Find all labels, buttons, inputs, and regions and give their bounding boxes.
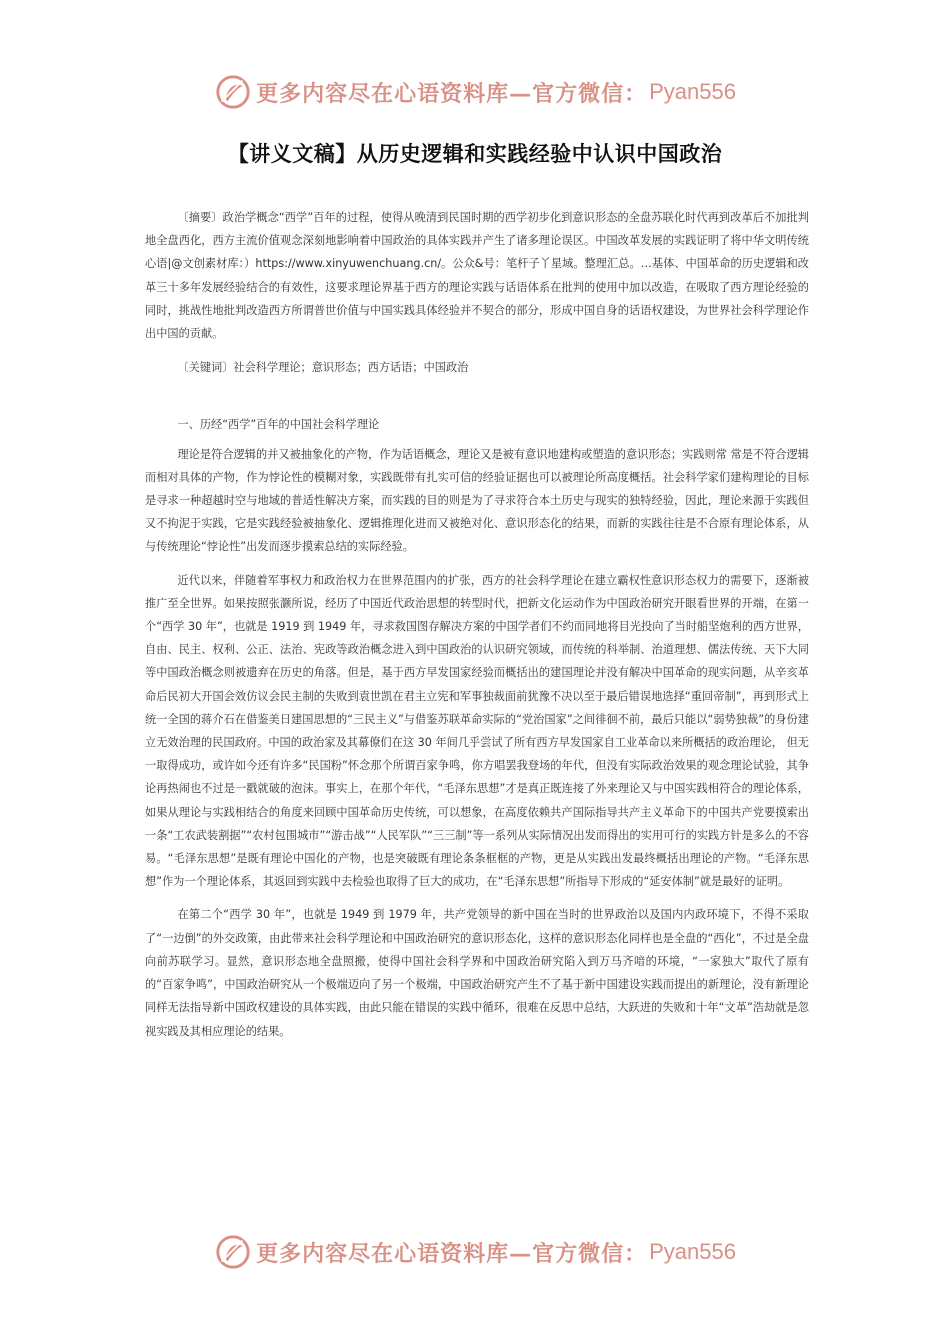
document-title: 【讲义文稿】从历史逻辑和实践经验中认识中国政治 — [227, 142, 723, 166]
abstract-paragraph: 〔摘要〕政治学概念“西学”百年的过程，使得从晚清到民国时期的西学初步化到意识形态的全盘苏联化时代再到改革后不加批判地全盘西化，西方主流价值观念深刻地影响着中国政治的具体实践并产生了诸多理论误区。中国改革发展的实践证明了将中华文明传统心语|@文创素材库：）https://www.xinyuwenchuang.cn/。公众&号：笔杆子丫星域。整理汇总。…基体、中国革命的历史逻辑和改革三十多年发展经验结合的有效性，这要求理论界基于西方的理论实践与话语体系在批判的使用中加以改造，在吸取了西方理论经验的同时，挑战性地批判改造西方所谓普世价值与中国实践具体经验并不契合的部分，形成中国自身的话语权建设，为世界社会科学理论作出中国的贡献。 — [145, 211, 809, 341]
banner-wechat-id: Pyan556 — [649, 1239, 736, 1264]
banner-text: 更多内容尽在心语资料库—官方微信： — [256, 1240, 648, 1267]
document-body — [145, 206, 809, 1053]
banner-wechat-id: Pyan556 — [649, 79, 736, 104]
body-paragraph: 理论是符合逻辑的并又被抽象化的产物，作为话语概念，理论又是被有意识地建构或塑造的意识形态；实践则常 常是不符合逻辑而相对具体的产物，作为悖论性的模糊对象，实践既带有扎实可信的经验证据也可以被理论所高度概括。社会科学家们建构理论的目标是寻求一种超越时空与地域的普适性解决方案，而实践的目的则是为了寻求符合本土历史与现实的独特经验，因此，理论来源于实践但又不拘泥于实践，它是实践经验被抽象化、逻辑推理化进而又被绝对化、意识形态化的结果，而新的实践往往是不合原有理论体系，从与传统理论“悖论性”出发而逐步摸索总结的实际经验。 — [145, 447, 809, 554]
body-paragraph: 在第二个“西学 30 年”，也就是 1949 到 1979 年，共产党领导的新中国在当时的世界政治以及国内内政环境下，不得不采取了“一边倒”的外交政策，由此带来社会科学理论和中国政治研究的意识形态化，这样的意识形态化同样也是全盘的“西化”，不过是全盘向前苏联学习。显然，意识形态地全盘照搬，使得中国社会科学界和中国政治研究陷入到万马齐喑的环境，“一家独大”取代了原有的“百家争鸣”，中国政治研究从一个极端迈向了另一个极端，中国政治研究产生不了基于新中国建设实践而提出的新理论，没有新理论同样无法指导新中国政权建设的具体实践，由此只能在错误的实践中循环，很难在反思中总结，大跃进的失败和十年“文革”浩劫就是忽视实践及其相应理论的结果。 — [145, 908, 809, 1038]
banner-text: 更多内容尽在心语资料库—官方微信： — [256, 80, 648, 107]
header-watermark-banner — [0, 72, 950, 112]
logo-icon — [214, 73, 252, 111]
body-paragraph: 近代以来，伴随着军事权力和政治权力在世界范围内的扩张，西方的社会科学理论在建立霸权性意识形态权力的需要下，逐渐被推广至全世界。如果按照张灏所说，经历了中国近代政治思想的转型时代，把新文化运动作为中国政治研究开眼看世界的开端，在第一个“西学 30 年”，也就是 1919 到 1949 年，寻求救国图存解决方案的中国学者们不约而同地将目光投向了当时船坚炮利的西方世界，自由、民主、权利、公正、法治、宪政等政治概念进入到中国政治的认识研究领域，而传统的科举制、治道理想、儒法传统、天下大同等中国政治概念则被遗弃在历史的角落。但是，基于西方早发国家经验而概括出的建国理论并没有解决中国革命的现实问题，从辛亥革命后民初大开国会效仿议会民主制的失败到袁世凯在君主立宪和军事独裁面前犹豫不决以至于最后错误地选择“重回帝制”，再到形式上统一全国的蒋介石在借鉴美日建国思想的“三民主义”与借鉴苏联革命实际的“党治国家”之间徘徊不前，最后只能以“弱势独裁”的身份建立无效治理的民国政府。中国的政治家及其幕僚们在这 30 年间几乎尝试了所有西方早发国家自工业革命以来所概括的政治理论， 但无一取得成功，或许如今还有许多“民国粉”怀念那个所谓百家争鸣，你方唱罢我登场的年代，但没有实际政治效果的观念理论试验，其争论再热闹也不过是一戳就破的泡沫。事实上，在那个年代，“毛泽东思想”才是真正既连接了外来理论又与中国实践相符合的理论体系，如果从理论与实践相结合的角度来回顾中国革命历史传统，可以想象，在高度依赖共产国际指导共产主义革命下的中国共产党要摸索出一条“工农武装割据”“农村包围城市”“游击战”“人民军队”“三三制”等一系列从实际情况出发而得出的实用可行的实践方针是多么的不容易。“毛泽东思想”是既有理论中国化的产物，也是突破既有理论条条框框的产物，更是从实践出发最终概括出理论的产物。“毛泽东思想”作为一个理论体系，其返回到实践中去检验也取得了巨大的成功，在“毛泽东思想”所指导下形成的“延安体制”就是最好的证明。 — [145, 573, 809, 889]
keywords-paragraph: 〔关键词〕社会科学理论；意识形态；西方话语；中国政治 — [177, 361, 469, 375]
footer-watermark-banner — [0, 1232, 950, 1272]
section-heading: 一、历经“西学”百年的中国社会科学理论 — [177, 418, 380, 432]
logo-icon — [214, 1233, 252, 1271]
